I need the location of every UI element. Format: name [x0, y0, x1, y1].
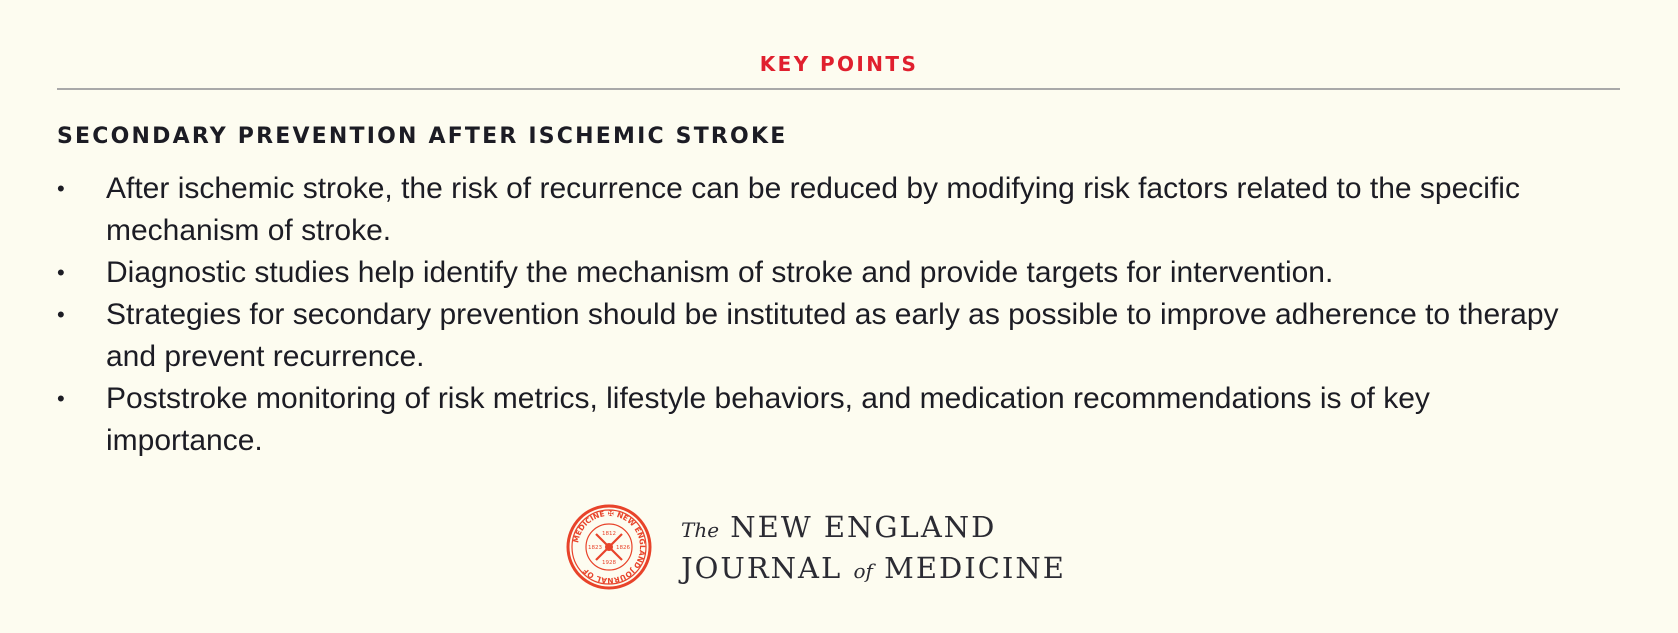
masthead-medicine: MEDICINE — [884, 551, 1066, 585]
masthead-of: of — [853, 559, 873, 583]
bullet-icon: • — [57, 386, 65, 411]
section-title: SECONDARY PREVENTION AFTER ISCHEMIC STROKE — [57, 124, 788, 149]
list-item-text: Diagnostic studies help identify the mechanism of stroke and provide targets for intervention. — [106, 256, 1334, 289]
key-points-list — [57, 168, 1577, 462]
svg-text:MEDICINE ✠ NEW ENGLAND JOURNAL: MEDICINE ✠ NEW ENGLAND JOURNAL OF — [571, 508, 648, 586]
bullet-icon: • — [57, 260, 65, 285]
masthead-journal: JOURNAL — [681, 551, 843, 585]
list-item-text: Strategies for secondary prevention should be instituted as early as possible to improve adherence to therapy and prevent recurrence. — [106, 298, 1559, 373]
key-points-label: KEY POINTS — [759, 52, 919, 76]
journal-masthead — [681, 508, 1066, 590]
list-item — [57, 168, 1577, 252]
list-item-text: After ischemic stroke, the risk of recurrence can be reduced by modifying risk factors related to the specific mechanism of stroke. — [106, 172, 1520, 247]
list-item — [57, 294, 1577, 378]
list-item — [57, 378, 1577, 462]
nejm-seal-icon — [566, 504, 652, 590]
masthead-line-1 — [681, 508, 1066, 549]
svg-text:1826: 1826 — [616, 545, 630, 551]
svg-text:1812: 1812 — [602, 531, 616, 537]
masthead-line-2 — [681, 549, 1066, 590]
svg-text:1928: 1928 — [602, 560, 616, 566]
list-item-text: Poststroke monitoring of risk metrics, lifestyle behaviors, and medication recommendations is of key importance. — [106, 382, 1430, 457]
bullet-icon: • — [57, 176, 65, 201]
list-item — [57, 252, 1577, 294]
masthead-new-england: NEW ENGLAND — [730, 510, 997, 544]
header-divider — [57, 88, 1620, 90]
masthead-the: The — [681, 518, 720, 542]
svg-text:1823: 1823 — [588, 545, 602, 551]
bullet-icon: • — [57, 302, 65, 327]
